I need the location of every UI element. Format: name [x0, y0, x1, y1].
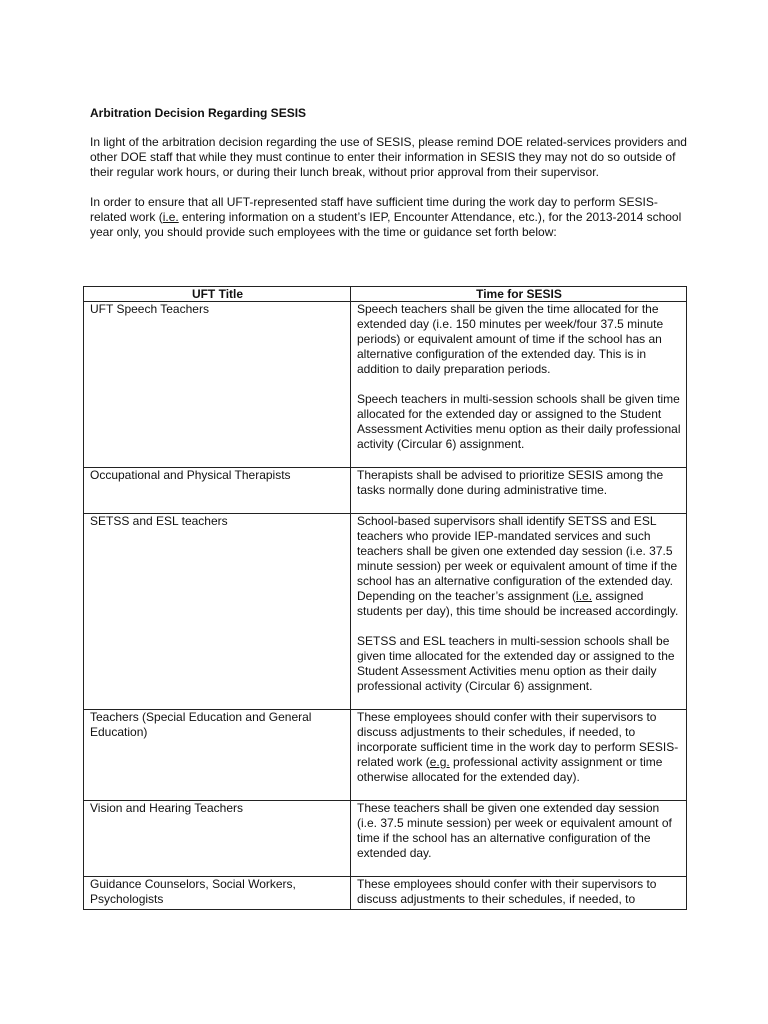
row-title: SETSS and ESL teachers: [84, 514, 351, 710]
row-time: [351, 302, 687, 468]
row-paragraph: Speech teachers in multi-session schools shall be given time allocated for the extended day or assigned to the Student Assessment Activities menu option as their daily professional activity (Circular 6) assignment.: [357, 392, 681, 451]
sesis-time-table: [83, 286, 687, 910]
row-paragraph: These employees should confer with their supervisors to discuss adjustments to their schedules, if needed, to: [357, 877, 657, 906]
instruction-text-after: entering information on a student’s IEP, Encounter Attendance, etc.), for the 2013-2014 school year only, you should provide such employees with the time or guidance set forth below:: [90, 210, 682, 239]
table-row: [84, 468, 687, 514]
row-title: Guidance Counselors, Social Workers, Psychologists: [84, 877, 351, 910]
header-uft-title: UFT Title: [84, 287, 351, 302]
row-time: [351, 710, 687, 801]
row-paragraph: SETSS and ESL teachers in multi-session schools shall be given time allocated for the extended day or assigned to the Student Assessment Activities menu option as their daily professional activity (Circular 6) assignment.: [357, 634, 675, 693]
row-paragraph: These teachers shall be given one extended day session (i.e. 37.5 minute session) per week or equivalent amount of time if the school has an alternative configuration of the extended day.: [357, 801, 672, 860]
instruction-paragraph: [90, 195, 690, 240]
row-title: Occupational and Physical Therapists: [84, 468, 351, 514]
row-paragraph: These employees should confer with their supervisors to discuss adjustments to their schedules, if needed, to incorporate sufficient time in the work day to perform SESIS-related work (e.g. professional activity assignment or time otherwise allocated for the extended day).: [357, 710, 679, 784]
row-time: [351, 877, 687, 910]
row-title: UFT Speech Teachers: [84, 302, 351, 468]
table-row: [84, 302, 687, 468]
row-title: Teachers (Special Education and General Education): [84, 710, 351, 801]
intro-paragraph: In light of the arbitration decision regarding the use of SESIS, please remind DOE related-services providers and other DOE staff that while they must continue to enter their information in SESIS they may not do so outside of their regular work hours, or during their lunch break, without prior approval from their supervisor.: [90, 135, 687, 179]
instruction-ie: i.e.: [162, 210, 179, 224]
row-paragraph: Speech teachers shall be given the time allocated for the extended day (i.e. 150 minutes per week/four 37.5 minute periods) or equivalent amount of time if the school has an alternative configuration of the extended day. This is in addition to daily preparation periods.: [357, 302, 664, 376]
header-time-for-sesis: Time for SESIS: [351, 287, 687, 302]
row-title: Vision and Hearing Teachers: [84, 801, 351, 877]
row-paragraph: Therapists shall be advised to prioritize SESIS among the tasks normally done during administrative time.: [357, 468, 664, 497]
table-row: [84, 877, 687, 910]
row-time: [351, 468, 687, 514]
table-row: [84, 801, 687, 877]
document-body: [90, 106, 690, 255]
instruction-text-before: In order to ensure that all UFT-represented staff have sufficient time during the work day to perform SESIS-related work (: [90, 195, 658, 224]
table-row: [84, 710, 687, 801]
table-header-row: [84, 287, 687, 302]
row-time: [351, 801, 687, 877]
document-title: Arbitration Decision Regarding SESIS: [90, 106, 307, 120]
row-paragraph: School-based supervisors shall identify SETSS and ESL teachers who provide IEP-mandated services and such teachers shall be given one extended day session (i.e. 37.5 minute session) per week or equivalent amount of time if the school has an alternative configuration of the extended day. Depending on the teacher’s assignment (i.e. assigned students per day), this time should be increased accordingly.: [357, 514, 679, 618]
table-row: [84, 514, 687, 710]
row-time: [351, 514, 687, 710]
